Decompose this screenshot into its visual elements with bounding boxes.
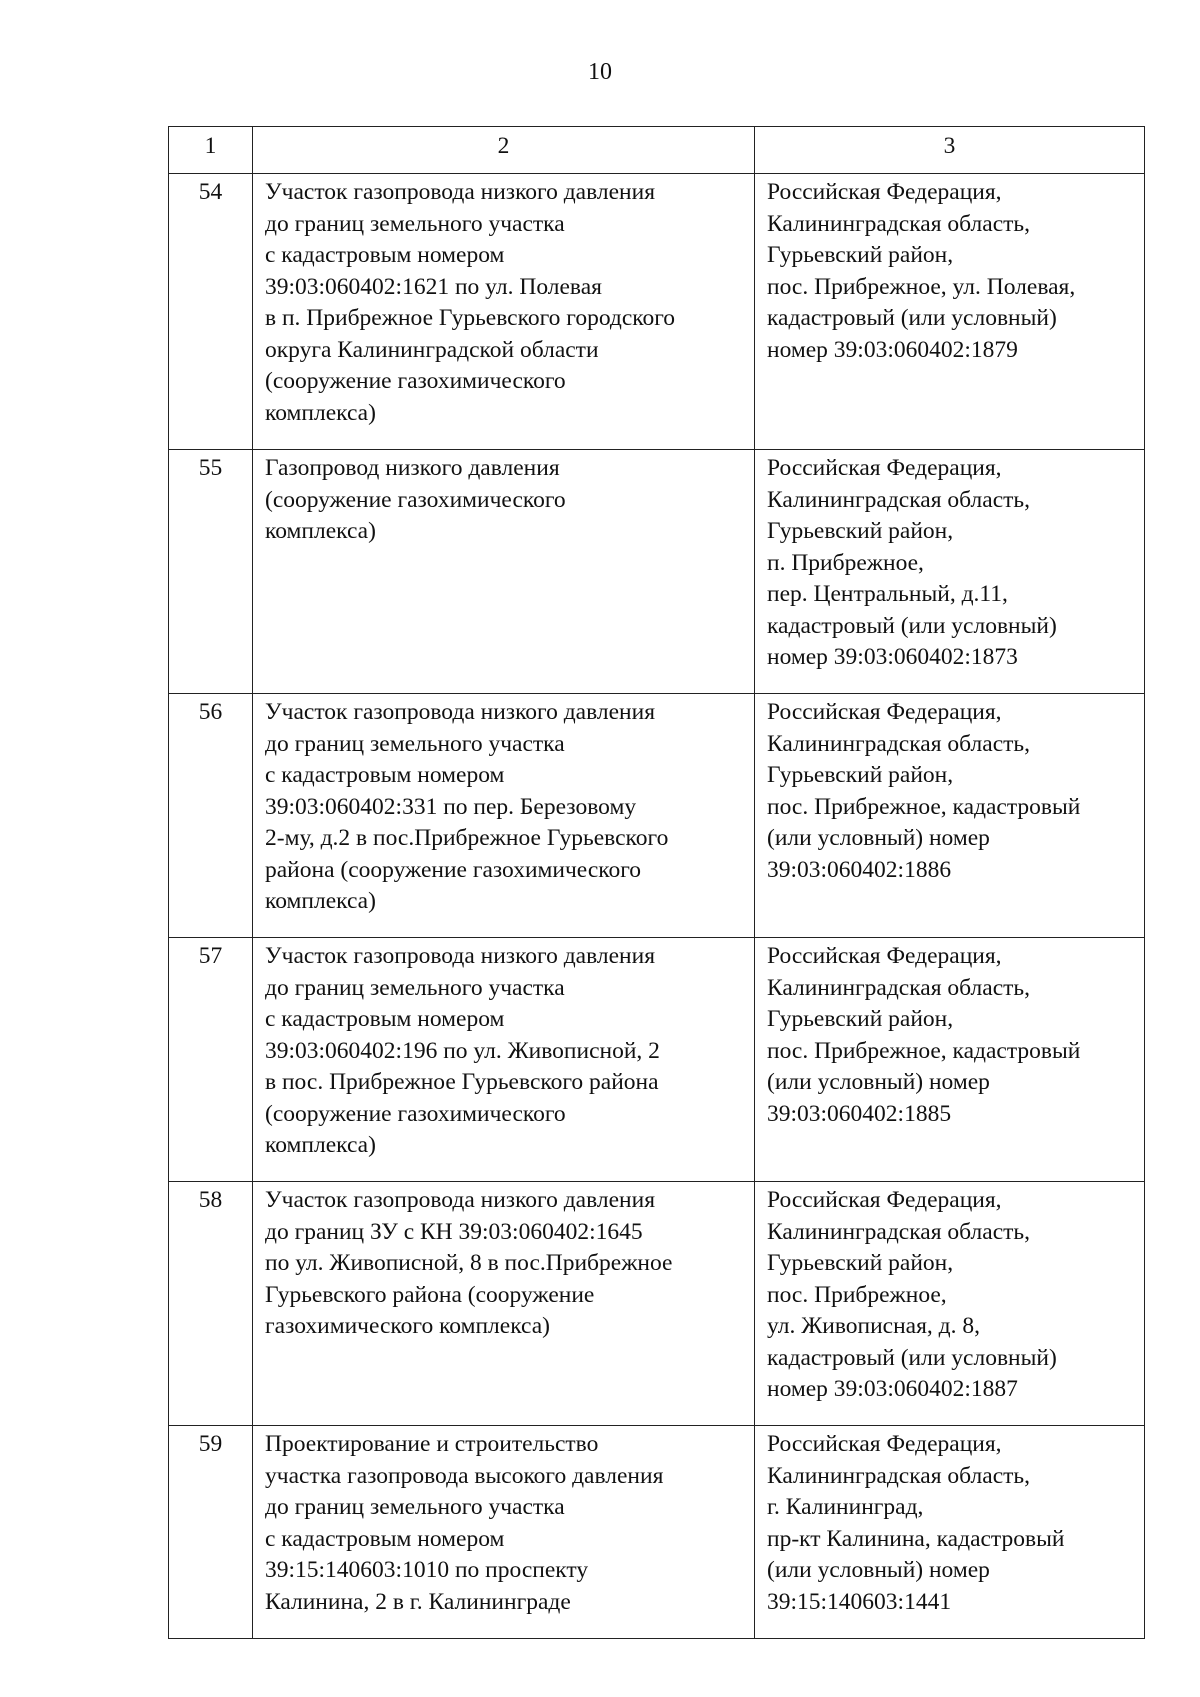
object-description-text: Участок газопровода низкого давления до границ земельного участка с кадастровым номером 39:03:060402:196 по ул. Живописной, 2 в пос. Прибрежное Гурьевского района (сооружение газохимического комплекса) — [265, 943, 660, 1158]
row-number: 58 — [169, 1182, 253, 1426]
object-address — [755, 1182, 1145, 1426]
object-address-text: Российская Федерация, Калининградская область, Гурьевский район, пос. Прибрежное, ул. Живописная, д. 8, кадастровый (или условный) номер 39:03:060402:1887 — [767, 1187, 1057, 1402]
table-row — [169, 1426, 1145, 1639]
column-header-1: 1 — [169, 127, 253, 174]
object-description-text: Газопровод низкого давления (сооружение газохимического комплекса) — [265, 455, 566, 544]
object-description — [253, 1182, 755, 1426]
object-description-text: Участок газопровода низкого давления до границ земельного участка с кадастровым номером 39:03:060402:331 по пер. Березовому 2-му, д.2 в пос.Прибрежное Гурьевского района (сооружение газохимического комплекса) — [265, 699, 669, 914]
object-address-text: Российская Федерация, Калининградская область, Гурьевский район, пос. Прибрежное, ул. Полевая, кадастровый (или условный) номер 39:03:060402:1879 — [767, 179, 1076, 363]
page-number: 10 — [588, 59, 612, 85]
table-row — [169, 694, 1145, 938]
object-address-text: Российская Федерация, Калининградская область, Гурьевский район, п. Прибрежное, пер. Центральный, д.11, кадастровый (или условный) номер 39:03:060402:1873 — [767, 455, 1057, 670]
object-address-text: Российская Федерация, Калининградская область, г. Калининград, пр-кт Калинина, кадастровый (или условный) номер 39:15:140603:1441 — [767, 1431, 1065, 1615]
object-description — [253, 1426, 755, 1639]
object-address-text: Российская Федерация, Калининградская область, Гурьевский район, пос. Прибрежное, кадастровый (или условный) номер 39:03:060402:1886 — [767, 699, 1081, 883]
row-number: 54 — [169, 174, 253, 450]
row-number: 59 — [169, 1426, 253, 1639]
register-table — [168, 126, 1145, 1639]
object-address — [755, 694, 1145, 938]
object-address — [755, 938, 1145, 1182]
object-description — [253, 938, 755, 1182]
row-number: 56 — [169, 694, 253, 938]
column-header-2: 2 — [253, 127, 755, 174]
row-number: 55 — [169, 450, 253, 694]
object-address-text: Российская Федерация, Калининградская область, Гурьевский район, пос. Прибрежное, кадастровый (или условный) номер 39:03:060402:1885 — [767, 943, 1081, 1127]
table-header-row — [169, 127, 1145, 174]
object-address — [755, 450, 1145, 694]
column-header-3: 3 — [755, 127, 1145, 174]
object-description-text: Проектирование и строительство участка газопровода высокого давления до границ земельного участка с кадастровым номером 39:15:140603:1010 по проспекту Калинина, 2 в г. Калининграде — [265, 1431, 664, 1615]
object-description — [253, 450, 755, 694]
object-description-text: Участок газопровода низкого давления до границ ЗУ с КН 39:03:060402:1645 по ул. Живописной, 8 в пос.Прибрежное Гурьевского района (сооружение газохимического комплекса) — [265, 1187, 673, 1339]
row-number: 57 — [169, 938, 253, 1182]
object-description — [253, 694, 755, 938]
object-address — [755, 174, 1145, 450]
table-row — [169, 174, 1145, 450]
object-description-text: Участок газопровода низкого давления до границ земельного участка с кадастровым номером 39:03:060402:1621 по ул. Полевая в п. Прибрежное Гурьевского городского округа Калининградской области (сооружение газохимического комплекса) — [265, 179, 676, 426]
object-address — [755, 1426, 1145, 1639]
table-row — [169, 450, 1145, 694]
table-row — [169, 938, 1145, 1182]
table-row — [169, 1182, 1145, 1426]
object-description — [253, 174, 755, 450]
